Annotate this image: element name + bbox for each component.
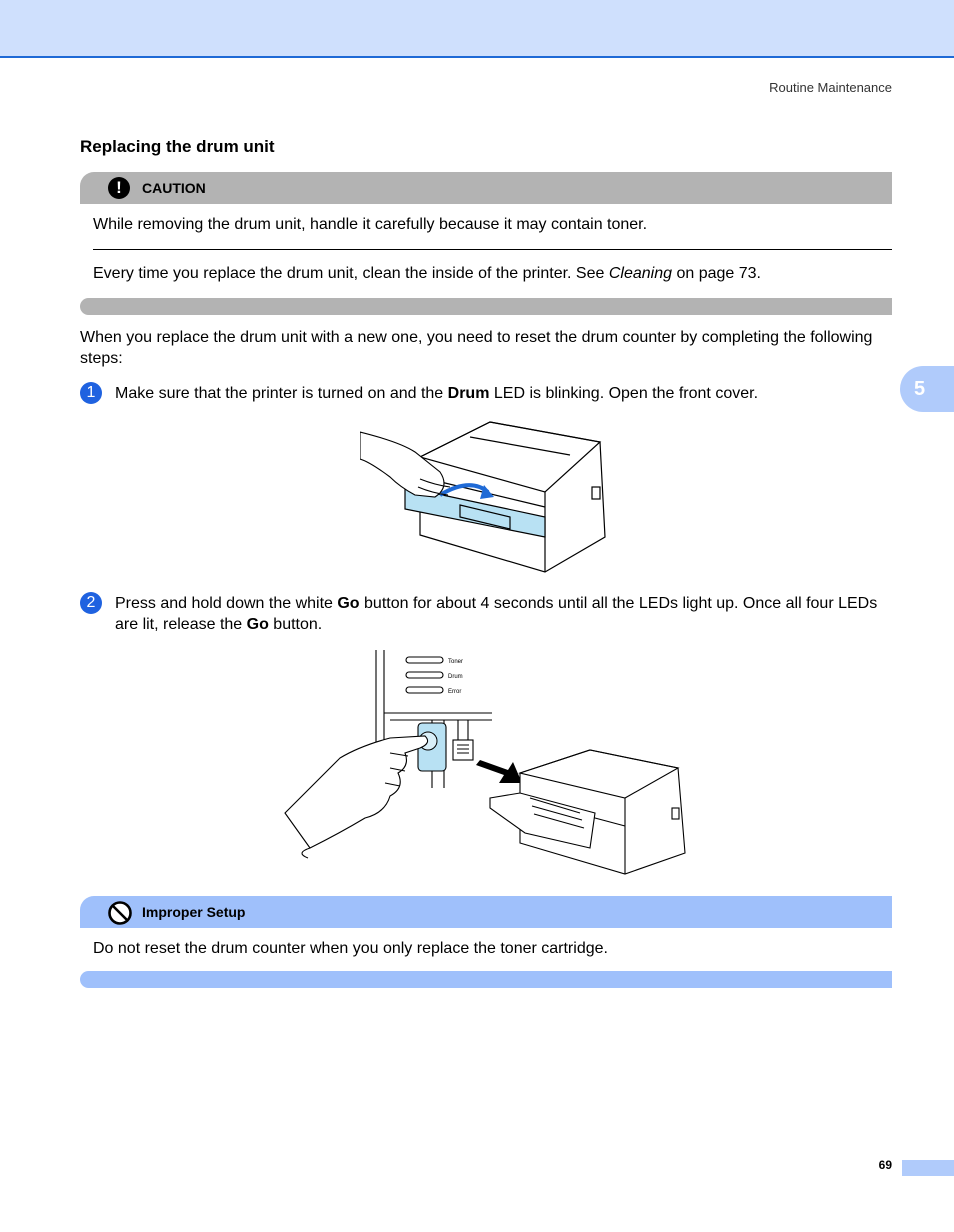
step-text: button. xyxy=(268,616,323,633)
page-number: 69 xyxy=(878,1158,892,1172)
improper-setup-footer-bar xyxy=(80,971,892,988)
go-button-term: Go xyxy=(246,616,269,633)
cleaning-reference-link[interactable]: Cleaning xyxy=(608,265,672,282)
go-button-press-illustration xyxy=(280,648,690,878)
go-button-term: Go xyxy=(337,595,360,612)
top-header-band xyxy=(0,0,954,58)
intro-paragraph: When you replace the drum unit with a new one, you need to reset the drum counter by completing the following steps: xyxy=(80,329,873,367)
improper-setup-label: Improper Setup xyxy=(142,904,246,920)
step-text: Press and hold down the white xyxy=(115,595,338,612)
improper-setup-text: Do not reset the drum counter when you only replace the toner cartridge. xyxy=(93,940,608,957)
step-2-number: 2 xyxy=(80,592,102,614)
drum-led-term: Drum xyxy=(447,385,490,402)
caution-footer-bar xyxy=(80,298,892,315)
caution-text: on page 73. xyxy=(672,265,761,282)
caution-paragraph-1: While removing the drum unit, handle it carefully because it may contain toner. xyxy=(93,216,648,233)
caution-paragraph-2 xyxy=(93,263,883,284)
prohibited-icon xyxy=(107,900,133,926)
step-text: LED is blinking. Open the front cover. xyxy=(489,385,759,402)
caution-text: Every time you replace the drum unit, clean the inside of the printer. See xyxy=(93,265,609,282)
step-text: Make sure that the printer is turned on and the xyxy=(115,385,448,402)
step-1-text xyxy=(115,383,885,404)
printer-front-cover-illustration xyxy=(360,417,610,575)
exclamation-icon: ! xyxy=(108,177,130,199)
step-1-number: 1 xyxy=(80,382,102,404)
running-header: Routine Maintenance xyxy=(769,80,892,95)
caution-divider xyxy=(93,249,892,250)
page-tab-decoration xyxy=(902,1160,954,1176)
caution-label: CAUTION xyxy=(142,180,206,196)
step-text: button for about 4 seconds until all the LEDs light up. Once all four LEDs are lit, release the xyxy=(115,595,878,633)
step-2-text xyxy=(115,593,890,635)
chapter-tab: 5 xyxy=(900,366,954,412)
section-title: Replacing the drum unit xyxy=(80,137,275,156)
led-label-error: Error xyxy=(448,689,462,695)
led-label-toner: Toner xyxy=(448,659,464,665)
led-label-drum: Drum xyxy=(448,674,463,680)
